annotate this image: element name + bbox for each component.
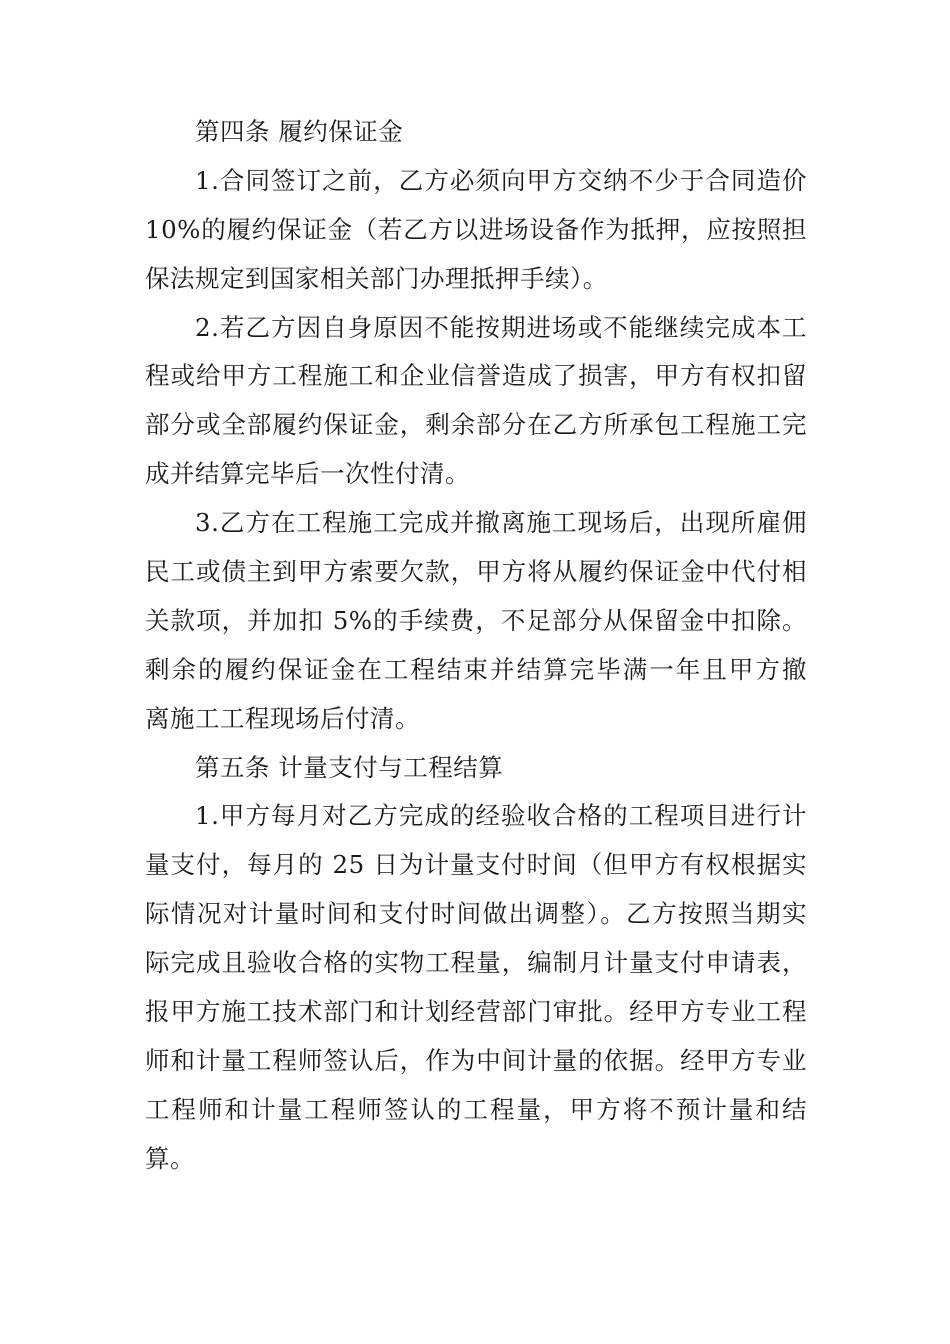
text-line: 剩余的履约保证金在工程结束并结算完毕满一年且甲方撤 — [145, 654, 807, 684]
text-line: 部分或全部履约保证金，剩余部分在乙方所承包工程施工完 — [145, 410, 807, 440]
text-line: 离施工工程现场后付清。 — [145, 703, 420, 733]
text-line: 成并结算完毕后一次性付清。 — [145, 459, 470, 489]
text-line: 报甲方施工技术部门和计划经营部门审批。经甲方专业工程 — [145, 997, 807, 1027]
text-line: 关款项，并加扣 5%的手续费，不足部分从保留金中扣除。 — [145, 605, 807, 635]
text-line: 师和计量工程师签认后，作为中间计量的依据。经甲方专业 — [145, 1045, 807, 1075]
text-line: 1.甲方每月对乙方完成的经验收合格的工程项目进行计 — [195, 801, 807, 831]
text-line: 量支付，每月的 25 日为计量支付时间（但甲方有权根据实 — [145, 850, 807, 880]
article-5-heading: 第五条 计量支付与工程结算 — [195, 752, 504, 782]
text-line: 工程师和计量工程师签认的工程量，甲方将不预计量和结 — [145, 1094, 807, 1124]
text-line: 3.乙方在工程施工完成并撤离施工现场后，出现所雇佣 — [195, 508, 807, 538]
text-line: 保法规定到国家相关部门办理抵押手续）。 — [145, 263, 608, 293]
text-line: 1.合同签订之前，乙方必须向甲方交纳不少于合同造价 — [195, 165, 807, 195]
article-4-heading: 第四条 履约保证金 — [195, 117, 404, 146]
text-line: 2.若乙方因自身原因不能按期进场或不能继续完成本工 — [195, 312, 807, 342]
text-line: 算。 — [145, 1143, 195, 1173]
text-line: 际情况对计量时间和支付时间做出调整）。乙方按照当期实 — [145, 899, 807, 929]
text-line: 民工或债主到甲方索要欠款，甲方将从履约保证金中代付相 — [145, 557, 807, 587]
text-line: 10%的履约保证金（若乙方以进场设备作为抵押，应按照担 — [145, 214, 807, 244]
document-page — [145, 108, 807, 1184]
text-line: 际完成且验收合格的实物工程量，编制月计量支付申请表， — [145, 948, 807, 978]
text-line: 程或给甲方工程施工和企业信誉造成了损害，甲方有权扣留 — [145, 361, 807, 391]
